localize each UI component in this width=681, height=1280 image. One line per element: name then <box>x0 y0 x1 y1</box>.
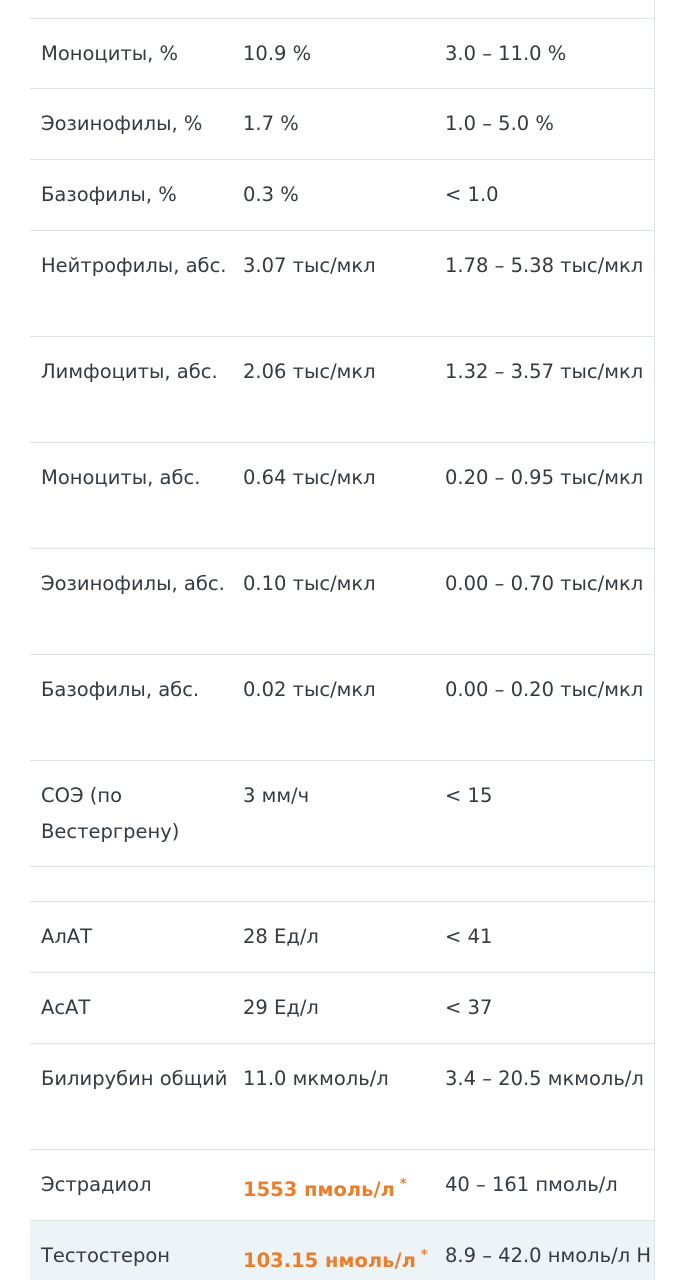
test-value: 28 Ед/л <box>243 925 319 948</box>
reference-range: 0.00 – 0.70 тыс/мкл <box>445 572 644 595</box>
test-value: 3 мм/ч <box>243 784 310 807</box>
test-value: 1.7 % <box>243 112 299 135</box>
table-row <box>30 18 654 89</box>
table-row <box>30 761 654 867</box>
table-row <box>30 160 654 231</box>
test-value: 0.02 тыс/мкл <box>243 678 376 701</box>
test-value: 0.64 тыс/мкл <box>243 466 376 489</box>
table-row <box>30 1150 654 1221</box>
test-value: 0.3 % <box>243 183 299 206</box>
test-value: 0.10 тыс/мкл <box>243 572 376 595</box>
test-name: Эозинофилы, % <box>41 112 203 135</box>
reference-range: 0.20 – 0.95 тыс/мкл <box>445 466 644 489</box>
reference-range: 1.0 – 5.0 % <box>445 112 554 135</box>
test-name: Эстрадиол <box>41 1173 152 1196</box>
table-row <box>30 231 654 337</box>
test-value-abnormal <box>243 1167 443 1208</box>
abnormal-marker: * <box>420 1248 428 1263</box>
table-section-spacer-row <box>30 867 654 902</box>
table-row <box>30 89 654 160</box>
table-row <box>30 337 654 443</box>
test-value: 2.06 тыс/мкл <box>243 360 376 383</box>
test-value-abnormal <box>243 1238 443 1279</box>
table-row <box>30 549 654 655</box>
test-value: 10.9 % <box>243 42 312 65</box>
reference-range: 1.32 – 3.57 тыс/мкл <box>445 360 644 383</box>
test-value: 3.07 тыс/мкл <box>243 254 376 277</box>
lab-results-table <box>30 0 654 1280</box>
test-name: СОЭ (по Вестергрену) <box>41 784 180 843</box>
test-name: Лимфоциты, абс. <box>41 360 218 383</box>
abnormal-value-text: 103.15 нмоль/л <box>243 1249 416 1272</box>
test-value: 29 Ед/л <box>243 996 319 1019</box>
table-row <box>30 1044 654 1150</box>
test-name: АсАТ <box>41 996 91 1019</box>
reference-range: 8.9 – 42.0 нмоль/л Н <box>445 1244 652 1267</box>
abnormal-value-text: 1553 пмоль/л <box>243 1178 395 1201</box>
test-name: Базофилы, % <box>41 183 177 206</box>
reference-range: 40 – 161 пмоль/л <box>445 1173 618 1196</box>
test-name: Тестостерон <box>41 1244 171 1267</box>
reference-range: 3.4 – 20.5 мкмоль/л <box>445 1067 644 1090</box>
reference-range: < 15 <box>445 784 493 807</box>
table-row-highlighted <box>30 1221 654 1280</box>
page-right-edge <box>654 0 681 1280</box>
reference-range: 3.0 – 11.0 % <box>445 42 567 65</box>
reference-range: < 41 <box>445 925 493 948</box>
reference-range: < 37 <box>445 996 493 1019</box>
abnormal-marker: * <box>399 1177 407 1192</box>
reference-range: 0.00 – 0.20 тыс/мкл <box>445 678 644 701</box>
test-name: Моноциты, % <box>41 42 179 65</box>
test-name: АлАТ <box>41 925 93 948</box>
reference-range: < 1.0 <box>445 183 499 206</box>
test-name: Нейтрофилы, абс. <box>41 254 227 277</box>
table-row <box>30 973 654 1044</box>
table-row <box>30 902 654 973</box>
reference-range: 1.78 – 5.38 тыс/мкл <box>445 254 644 277</box>
test-value: 11.0 мкмоль/л <box>243 1067 389 1090</box>
test-name: Базофилы, абс. <box>41 678 200 701</box>
table-row <box>30 443 654 549</box>
test-name: Моноциты, абс. <box>41 466 201 489</box>
table-row <box>30 655 654 761</box>
test-name: Билирубин общий <box>41 1067 228 1090</box>
test-name: Эозинофилы, абс. <box>41 572 225 595</box>
